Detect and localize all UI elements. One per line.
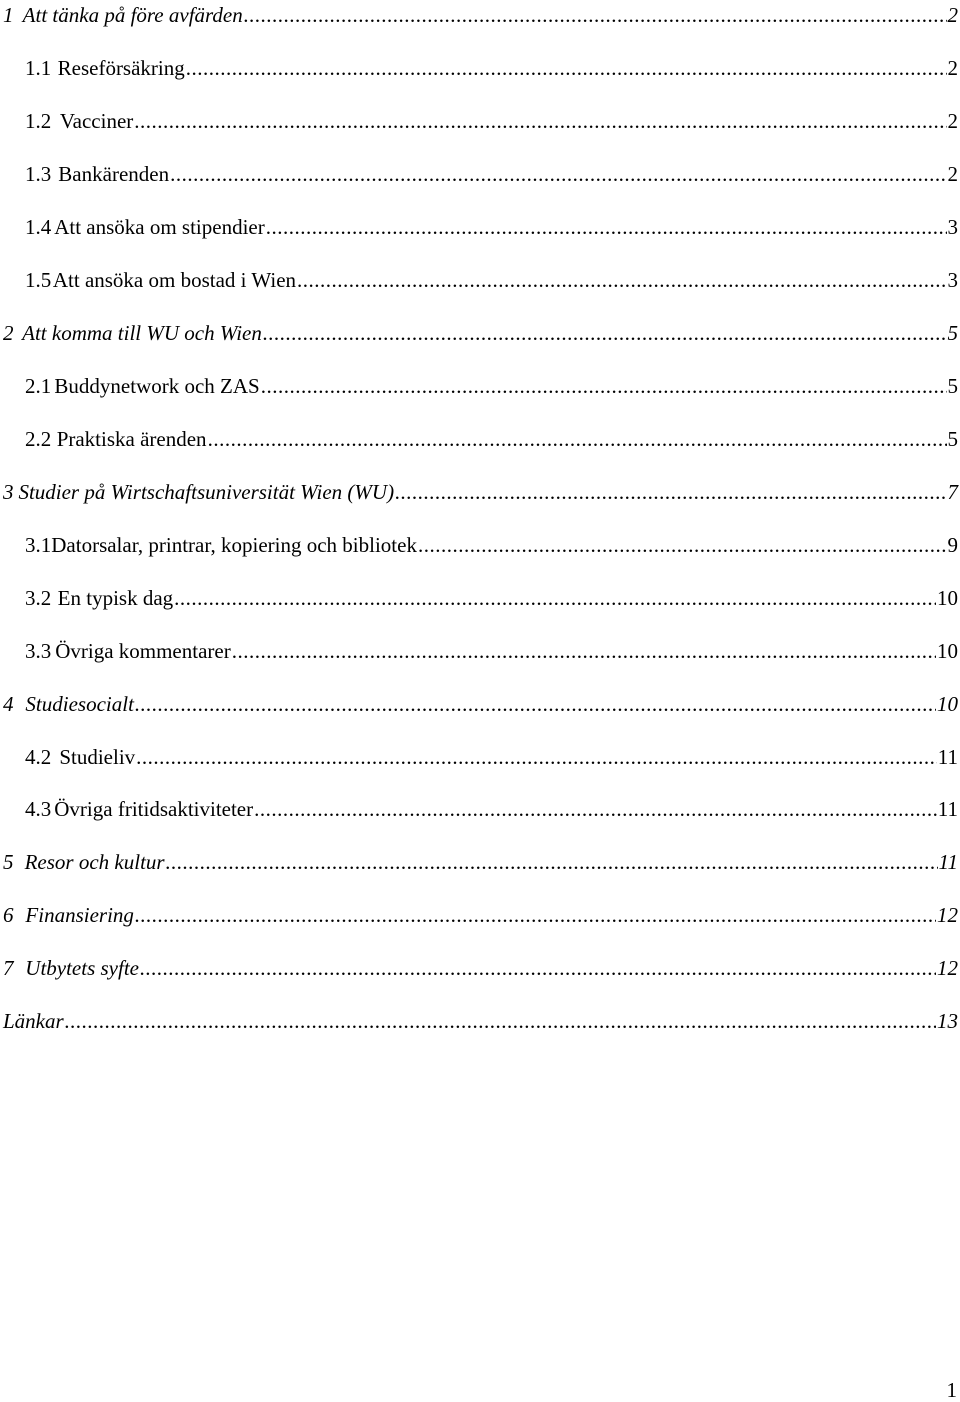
toc-leader-dots: [244, 0, 947, 30]
toc-entry-title: Övriga kommentarer: [55, 639, 231, 663]
toc-leader-dots: [134, 106, 946, 136]
toc-entry-title: Studier på Wirtschaftsuniversität Wien (WU): [18, 480, 395, 504]
toc-entry-page: 5: [947, 374, 958, 398]
toc-leader-dots: [297, 265, 946, 295]
toc-entry-page: 7: [947, 480, 958, 504]
toc-entry-title: Datorsalar, printrar, kopiering och bibliotek: [51, 533, 417, 557]
toc-entry-number: 4.2: [25, 745, 52, 769]
toc-entry-page: 2: [947, 109, 958, 133]
toc-entry-page: 10: [937, 639, 958, 663]
toc-entry-title: Studieliv: [59, 745, 136, 769]
toc-entry-page: 11: [938, 850, 958, 874]
toc-entry-page: 10: [937, 586, 958, 610]
toc-entry-page: 11: [937, 797, 958, 821]
toc-entry-title: Bankärenden: [58, 162, 170, 186]
toc-entry-number: 4: [3, 692, 14, 716]
toc-entry[interactable]: [0, 212, 958, 242]
toc-entry-title: Praktiska ärenden: [56, 427, 207, 451]
toc-leader-dots: [135, 900, 936, 930]
toc-entry[interactable]: [0, 318, 958, 348]
toc-entry[interactable]: [0, 847, 958, 877]
toc-entry[interactable]: [0, 53, 958, 83]
toc-entry-title: Utbytets syfte: [25, 956, 139, 980]
toc-entry-title: Att ansöka om bostad i Wien: [52, 268, 297, 292]
toc-entry[interactable]: [0, 583, 958, 613]
toc-entry[interactable]: [0, 953, 958, 983]
toc-entry[interactable]: [0, 0, 958, 30]
toc-entry-page: 13: [937, 1009, 958, 1033]
toc-entry-page: 3: [947, 268, 958, 292]
toc-entry[interactable]: [0, 636, 958, 666]
toc-entry-number: 1.4: [25, 215, 52, 239]
toc-entry-number: 1.3: [25, 162, 52, 186]
toc-entry-title: Att komma till WU och Wien: [22, 321, 262, 345]
toc-entry-page: 2: [947, 3, 958, 27]
toc-entry-number: 7: [3, 956, 14, 980]
toc-leader-dots: [418, 530, 947, 560]
toc-entry[interactable]: [0, 1006, 958, 1036]
toc-entry-number: 2.2: [25, 427, 52, 451]
toc-entry[interactable]: [0, 794, 958, 824]
toc-entry-number: 3.1: [25, 533, 52, 557]
toc-entry-number: 3.3: [25, 639, 52, 663]
toc-entry-title: En typisk dag: [57, 586, 174, 610]
toc-entry-page: 5: [947, 321, 958, 345]
toc-entry-page: 2: [947, 162, 958, 186]
toc-entry-number: 3.2: [25, 586, 52, 610]
toc-leader-dots: [232, 636, 936, 666]
toc-entry[interactable]: [0, 106, 958, 136]
toc-leader-dots: [263, 318, 947, 348]
toc-entry-number: 6: [3, 903, 14, 927]
toc-leader-dots: [136, 742, 937, 772]
toc-entry[interactable]: [0, 424, 958, 454]
toc-leader-dots: [208, 424, 947, 454]
toc-entry-title: Studiesocialt: [25, 692, 134, 716]
toc-leader-dots: [261, 371, 947, 401]
toc-entry-number: 1.2: [25, 109, 52, 133]
toc-leader-dots: [174, 583, 936, 613]
toc-entry-title: Reseförsäkring: [57, 56, 185, 80]
toc-entry-page: 2: [947, 56, 958, 80]
toc-leader-dots: [186, 53, 947, 83]
toc-entry-title: Resor och kultur: [24, 850, 165, 874]
toc-entry-page: 10: [937, 692, 958, 716]
toc-entry[interactable]: [0, 530, 958, 560]
toc-entry[interactable]: [0, 689, 958, 719]
toc-entry[interactable]: [0, 265, 958, 295]
toc-entry-page: 11: [937, 745, 958, 769]
page-number: 1: [946, 1378, 957, 1402]
toc-entry-number: 4.3: [25, 797, 52, 821]
toc-entry-title: Länkar: [3, 1009, 64, 1033]
toc-entry-title: Buddynetwork och ZAS: [54, 374, 260, 398]
toc-entry[interactable]: [0, 159, 958, 189]
toc-entry-page: 9: [947, 533, 958, 557]
toc-entry-number: 1.1: [25, 56, 52, 80]
toc-leader-dots: [395, 477, 946, 507]
toc-leader-dots: [170, 159, 946, 189]
toc-entry-page: 3: [947, 215, 958, 239]
toc-entry-number: 3: [3, 480, 14, 504]
toc-entry[interactable]: [0, 371, 958, 401]
toc-leader-dots: [65, 1006, 936, 1036]
toc-entry-number: 2.1: [25, 374, 52, 398]
toc-entry-title: Finansiering: [25, 903, 134, 927]
toc-leader-dots: [254, 794, 937, 824]
toc-leader-dots: [266, 212, 947, 242]
toc-entry[interactable]: [0, 742, 958, 772]
toc-entry-page: 12: [937, 956, 958, 980]
toc-entry[interactable]: [0, 900, 958, 930]
toc-leader-dots: [140, 953, 936, 983]
toc-entry-title: Övriga fritidsaktiviteter: [54, 797, 254, 821]
toc-entry-page: 12: [937, 903, 958, 927]
toc-leader-dots: [166, 847, 938, 877]
toc-leader-dots: [135, 689, 936, 719]
toc-entry-number: 1: [3, 3, 14, 27]
toc-entry[interactable]: [0, 477, 958, 507]
toc-entry-number: 5: [3, 850, 14, 874]
toc-entry-title: Att tänka på före avfärden: [22, 3, 243, 27]
toc-entry-title: Att ansöka om stipendier: [54, 215, 265, 239]
toc-entry-number: 1.5: [25, 268, 52, 292]
toc-entry-page: 5: [947, 427, 958, 451]
toc-entry-title: Vacciner: [59, 109, 134, 133]
toc-entry-number: 2: [3, 321, 14, 345]
